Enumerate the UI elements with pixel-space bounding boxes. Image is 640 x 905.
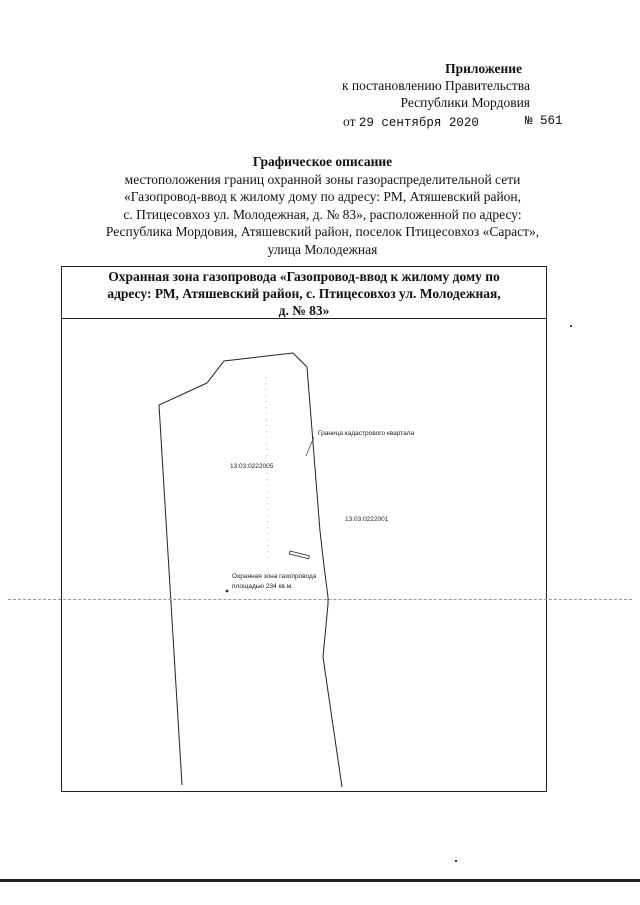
map-header-line-3: д. № 83»: [278, 303, 330, 318]
appendix-line-1: к постановлению Правительства: [341, 78, 530, 93]
heading-line-2: «Газопровод-ввод к жилому дому по адресу: РМ, Атяшевский район,: [123, 189, 522, 204]
heading-line-4: Республика Мордовия, Атяшевский район, поселок Птицесовхоз «Сараст»,: [105, 224, 540, 239]
quarter-boundary-left: [159, 383, 207, 785]
scan-speck: [455, 860, 457, 862]
resolution-date: 29 сентября 2020: [358, 116, 479, 130]
scan-bottom-edge: [0, 879, 640, 882]
scan-speck: [570, 325, 572, 327]
appendix-line-2: Республики Мордовия: [400, 95, 530, 110]
appendix-title: Приложение: [445, 61, 522, 76]
scan-artifact-line: [8, 599, 632, 600]
boundary-label: Граница кадастрового квартала: [318, 430, 415, 437]
document-heading: [40, 153, 605, 258]
document-title: Графическое описание: [252, 154, 393, 169]
map-frame: [61, 266, 547, 792]
heading-line-3: с. Птицесовхоз ул. Молодежная, д. № 83», расположенной по адресу:: [123, 206, 522, 222]
appendix-date-row: [343, 113, 583, 132]
zone-label-line-1: Охранная зона газопровода: [232, 573, 317, 580]
heading-line-1: местоположения границ охранной зоны газораспределительной сети: [124, 171, 521, 187]
map-header-line-1: Охранная зона газопровода «Газопровод-ввод к жилому дому по: [108, 269, 500, 284]
zone-label-line-2: площадью 234 кв.м.: [232, 583, 293, 590]
map-header: [62, 267, 546, 319]
quarter-label-right: 13:03:0222001: [345, 516, 389, 523]
quarter-label-left: 13:03:0222005: [230, 463, 274, 470]
resolution-number: № 561: [525, 114, 563, 128]
heading-line-5: улица Молодежная: [267, 241, 378, 257]
appendix-block: [270, 60, 530, 111]
map-header-line-2: адресу: РМ, Атяшевский район, с. Птицесовхоз ул. Молодежная,: [107, 286, 501, 301]
quarter-boundary-line: [207, 353, 342, 787]
cadastral-map: [62, 319, 546, 791]
zone-marker: [226, 590, 229, 593]
protection-zone-shape: [289, 551, 309, 559]
boundary-pointer-line: [306, 437, 314, 456]
date-prefix: от: [343, 114, 356, 129]
